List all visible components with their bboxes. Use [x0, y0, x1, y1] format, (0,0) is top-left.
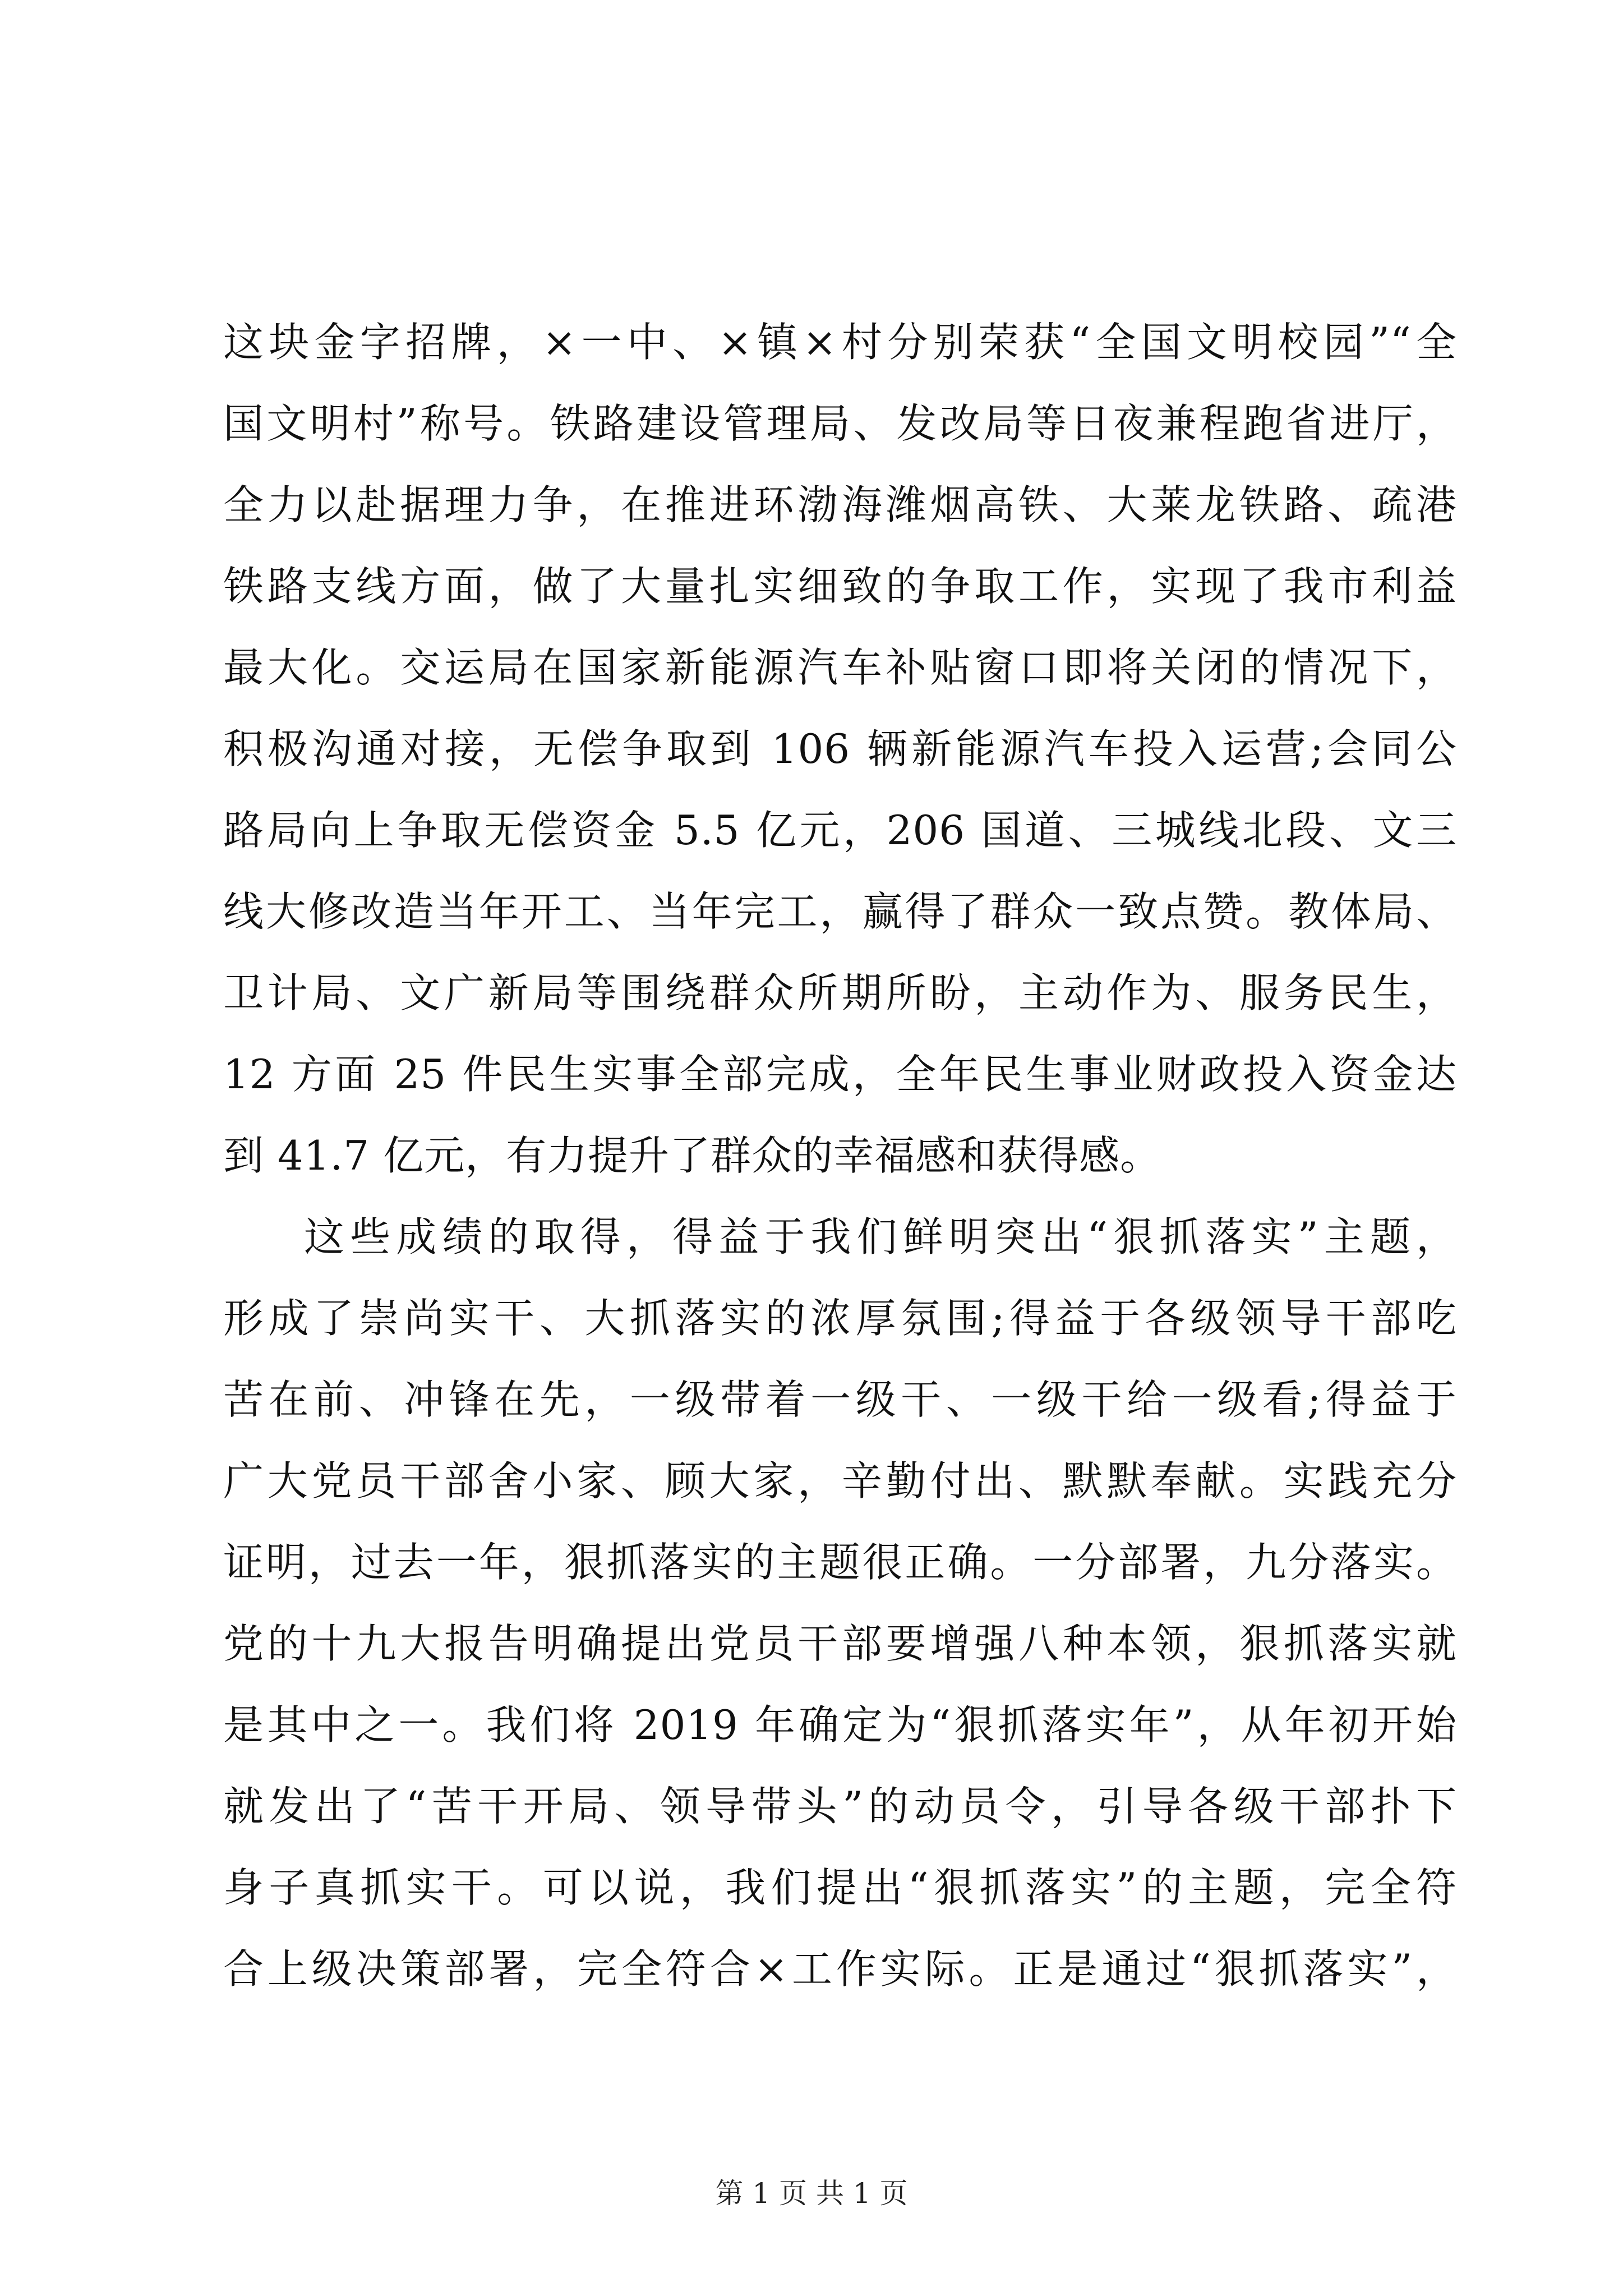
- text-line: 卫计局、文广新局等围绕群众所期所盼，主动作为、服务民生，: [223, 969, 1457, 1016]
- text-line: 12 方面 25 件民生实事全部完成，全年民生事业财政投入资金达: [223, 1051, 1457, 1098]
- text-line: 党的十九大报告明确提出党员干部要增强八种本领，狠抓落实就: [223, 1620, 1457, 1667]
- text-line: 就发出了“苦干开局、领导带头”的动员令，引导各级干部扑下: [223, 1783, 1457, 1830]
- text-line: 是其中之一。我们将 2019 年确定为“狠抓落实年”，从年初开始: [223, 1701, 1457, 1749]
- text-line: 证明，过去一年，狠抓落实的主题很正确。一分部署，九分落实。: [223, 1539, 1457, 1586]
- text-line: 形成了崇尚实干、大抓落实的浓厚氛围;得益于各级领导干部吃: [223, 1295, 1457, 1342]
- text-line: 身子真抓实干。可以说，我们提出“狠抓落实”的主题，完全符: [223, 1864, 1457, 1911]
- text-line: 国文明村”称号。铁路建设管理局、发改局等日夜兼程跑省进厅，: [223, 400, 1457, 447]
- text-line: 这块金字招牌，×一中、×镇×村分别荣获“全国文明校园”“全: [223, 319, 1457, 366]
- paragraph-end-line: 到 41.7 亿元，有力提升了群众的幸福感和获得感。: [223, 1132, 1161, 1179]
- paragraph-start-line: 这些成绩的取得，得益于我们鲜明突出“狠抓落实”主题，: [304, 1213, 1457, 1260]
- page-footer: [0, 2177, 1623, 2210]
- text-line: 最大化。交运局在国家新能源汽车补贴窗口即将关闭的情况下，: [223, 644, 1457, 691]
- page-number-label: 第 1 页 共 1 页: [715, 2177, 908, 2210]
- text-line: 路局向上争取无偿资金 5.5 亿元，206 国道、三城线北段、文三: [223, 807, 1457, 854]
- text-line: 苦在前、冲锋在先，一级带着一级干、一级干给一级看;得益于: [223, 1376, 1457, 1423]
- text-line: 广大党员干部舍小家、顾大家，辛勤付出、默默奉献。实践充分: [223, 1457, 1457, 1504]
- text-line: 线大修改造当年开工、当年完工，赢得了群众一致点赞。教体局、: [223, 888, 1457, 935]
- text-line: 铁路支线方面，做了大量扎实细致的争取工作，实现了我市利益: [223, 563, 1457, 610]
- document-body: [223, 302, 1457, 2010]
- text-line: 积极沟通对接，无偿争取到 106 辆新能源汽车投入运营;会同公: [223, 725, 1457, 772]
- text-line: 合上级决策部署，完全符合×工作实际。正是通过“狠抓落实”，: [223, 1945, 1457, 1993]
- text-line: 全力以赴据理力争，在推进环渤海潍烟高铁、大莱龙铁路、疏港: [223, 481, 1457, 528]
